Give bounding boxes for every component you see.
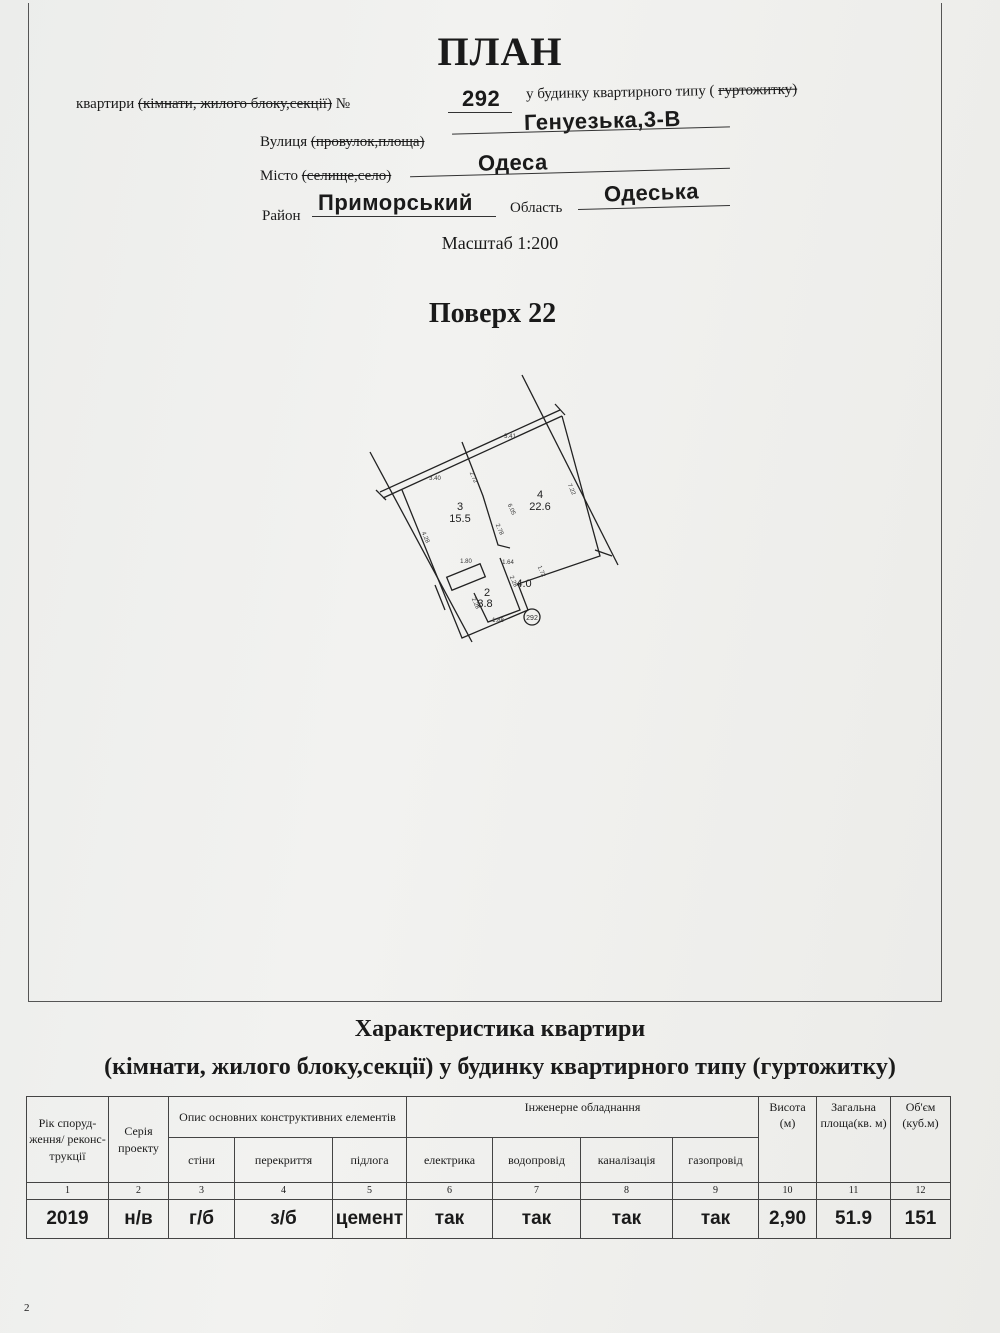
header-volume: Об'єм (куб.м): [891, 1097, 951, 1183]
value-year: 2019: [27, 1200, 109, 1239]
header-sewer: каналізація: [581, 1138, 673, 1183]
header-floor: підлога: [333, 1138, 407, 1183]
room-number: 2: [483, 587, 491, 599]
column-number: 12: [891, 1183, 951, 1200]
scale-label: Масштаб 1:200: [441, 233, 559, 253]
apartment-number: 292: [462, 86, 501, 111]
header-year: Рік споруд-ження/ реконс-трукції: [27, 1097, 109, 1183]
floor-label: Поверх 22: [428, 298, 557, 329]
street-label-struck: (провулок,площа): [310, 134, 425, 150]
apartment-tag: 292: [526, 615, 538, 622]
document-title: ПЛАН: [437, 29, 563, 74]
value-gas: так: [673, 1200, 759, 1239]
column-number: 10: [759, 1183, 817, 1200]
column-number: 4: [235, 1183, 333, 1200]
dimension-label: 1.80: [460, 559, 472, 565]
column-number: 6: [407, 1183, 493, 1200]
plan-wall-right: [522, 375, 618, 565]
value-electric: так: [407, 1200, 493, 1239]
dimension-label: 1.88: [492, 618, 504, 624]
value-height: 2,90: [759, 1200, 817, 1239]
header-series: Серія проекту: [109, 1097, 169, 1183]
apartment-line: [76, 96, 350, 113]
building-type-struck: гуртожитку): [718, 81, 798, 100]
column-number: 7: [493, 1183, 581, 1200]
value-area: 51.9: [817, 1200, 891, 1239]
value-sewer: так: [581, 1200, 673, 1239]
header-engineering: Інженерне обладнання: [407, 1097, 759, 1138]
column-number: 5: [333, 1183, 407, 1200]
column-numbers-row: [27, 1183, 951, 1200]
city-label-struck: (селище,село): [301, 168, 392, 184]
dimension-label: 2.28: [469, 597, 481, 611]
column-number: 1: [27, 1183, 109, 1200]
column-number: 2: [109, 1183, 169, 1200]
floor-plan: [350, 360, 650, 660]
header-electric: електрика: [407, 1138, 493, 1183]
characteristics-title: Характеристика квартири: [354, 1016, 646, 1042]
value-ceiling: з/б: [235, 1200, 333, 1239]
column-number: 11: [817, 1183, 891, 1200]
room-area: 15.5: [449, 513, 471, 525]
room-area: 4.0: [516, 578, 532, 590]
plan-bath-block: [447, 564, 486, 590]
dimension-label: 2.28: [507, 575, 519, 589]
dimension-label: 7.22: [565, 483, 577, 497]
room-area: 3.8: [477, 598, 493, 610]
value-volume: 151: [891, 1200, 951, 1239]
plan-corridor: [474, 558, 520, 622]
plan-window-band: [380, 410, 560, 492]
header-ceiling: перекриття: [235, 1138, 333, 1183]
district-label: Район: [262, 208, 301, 224]
value-walls: г/б: [169, 1200, 235, 1239]
apartment-label-struck: (кімнати, жилого блоку,секції): [138, 96, 332, 112]
value-series: н/в: [109, 1200, 169, 1239]
characteristics-table: [26, 1096, 951, 1239]
street-label: Вулиця: [260, 134, 308, 150]
dimension-label: 2.78: [493, 523, 505, 537]
city-value: Одеса: [477, 149, 548, 176]
room-area: 22.6: [529, 501, 551, 513]
room-number: 3: [456, 501, 464, 513]
value-water: так: [493, 1200, 581, 1239]
region-value: Одеська: [603, 178, 700, 207]
dimension-label: 6.05: [505, 503, 517, 517]
dimension-label: 2.72: [467, 471, 479, 485]
header-gas: газопровід: [673, 1138, 759, 1183]
column-number: 8: [581, 1183, 673, 1200]
dimension-label: 1.72: [535, 565, 547, 579]
region-label: Область: [510, 200, 563, 216]
district-underline: [312, 216, 496, 217]
header-water: водопровід: [493, 1138, 581, 1183]
characteristics-subtitle: (кімнати, жилого блоку,секції) у будинку квартирного типу (гуртожитку): [104, 1054, 896, 1080]
page-number: 2: [24, 1302, 30, 1314]
dimension-label: 1.64: [502, 560, 514, 566]
street-value: Генуезька,3-В: [523, 105, 682, 136]
building-type-label: у будинку квартирного типу (: [525, 83, 715, 103]
header-height: Висота (м): [759, 1097, 817, 1183]
number-sign: №: [335, 96, 351, 112]
district-value: Приморський: [318, 190, 473, 215]
apartment-number-underline: [448, 112, 512, 113]
dimension-label: 3.40: [429, 476, 441, 482]
dimension-label: 3.41: [504, 434, 516, 440]
value-floor: цемент: [333, 1200, 407, 1239]
apartment-label: квартири: [76, 96, 135, 112]
column-number: 9: [673, 1183, 759, 1200]
street-line: [260, 134, 425, 151]
header-structural: Опис основних конструктивних елементів: [169, 1097, 407, 1138]
header-area: Загальна площа(кв. м): [817, 1097, 891, 1183]
room-number: 4: [536, 489, 544, 501]
header-walls: стіни: [169, 1138, 235, 1183]
city-line: [260, 168, 391, 185]
values-row: [27, 1200, 951, 1239]
dimension-label: 4.28: [419, 531, 431, 545]
city-label: Місто: [260, 168, 299, 184]
column-number: 3: [169, 1183, 235, 1200]
